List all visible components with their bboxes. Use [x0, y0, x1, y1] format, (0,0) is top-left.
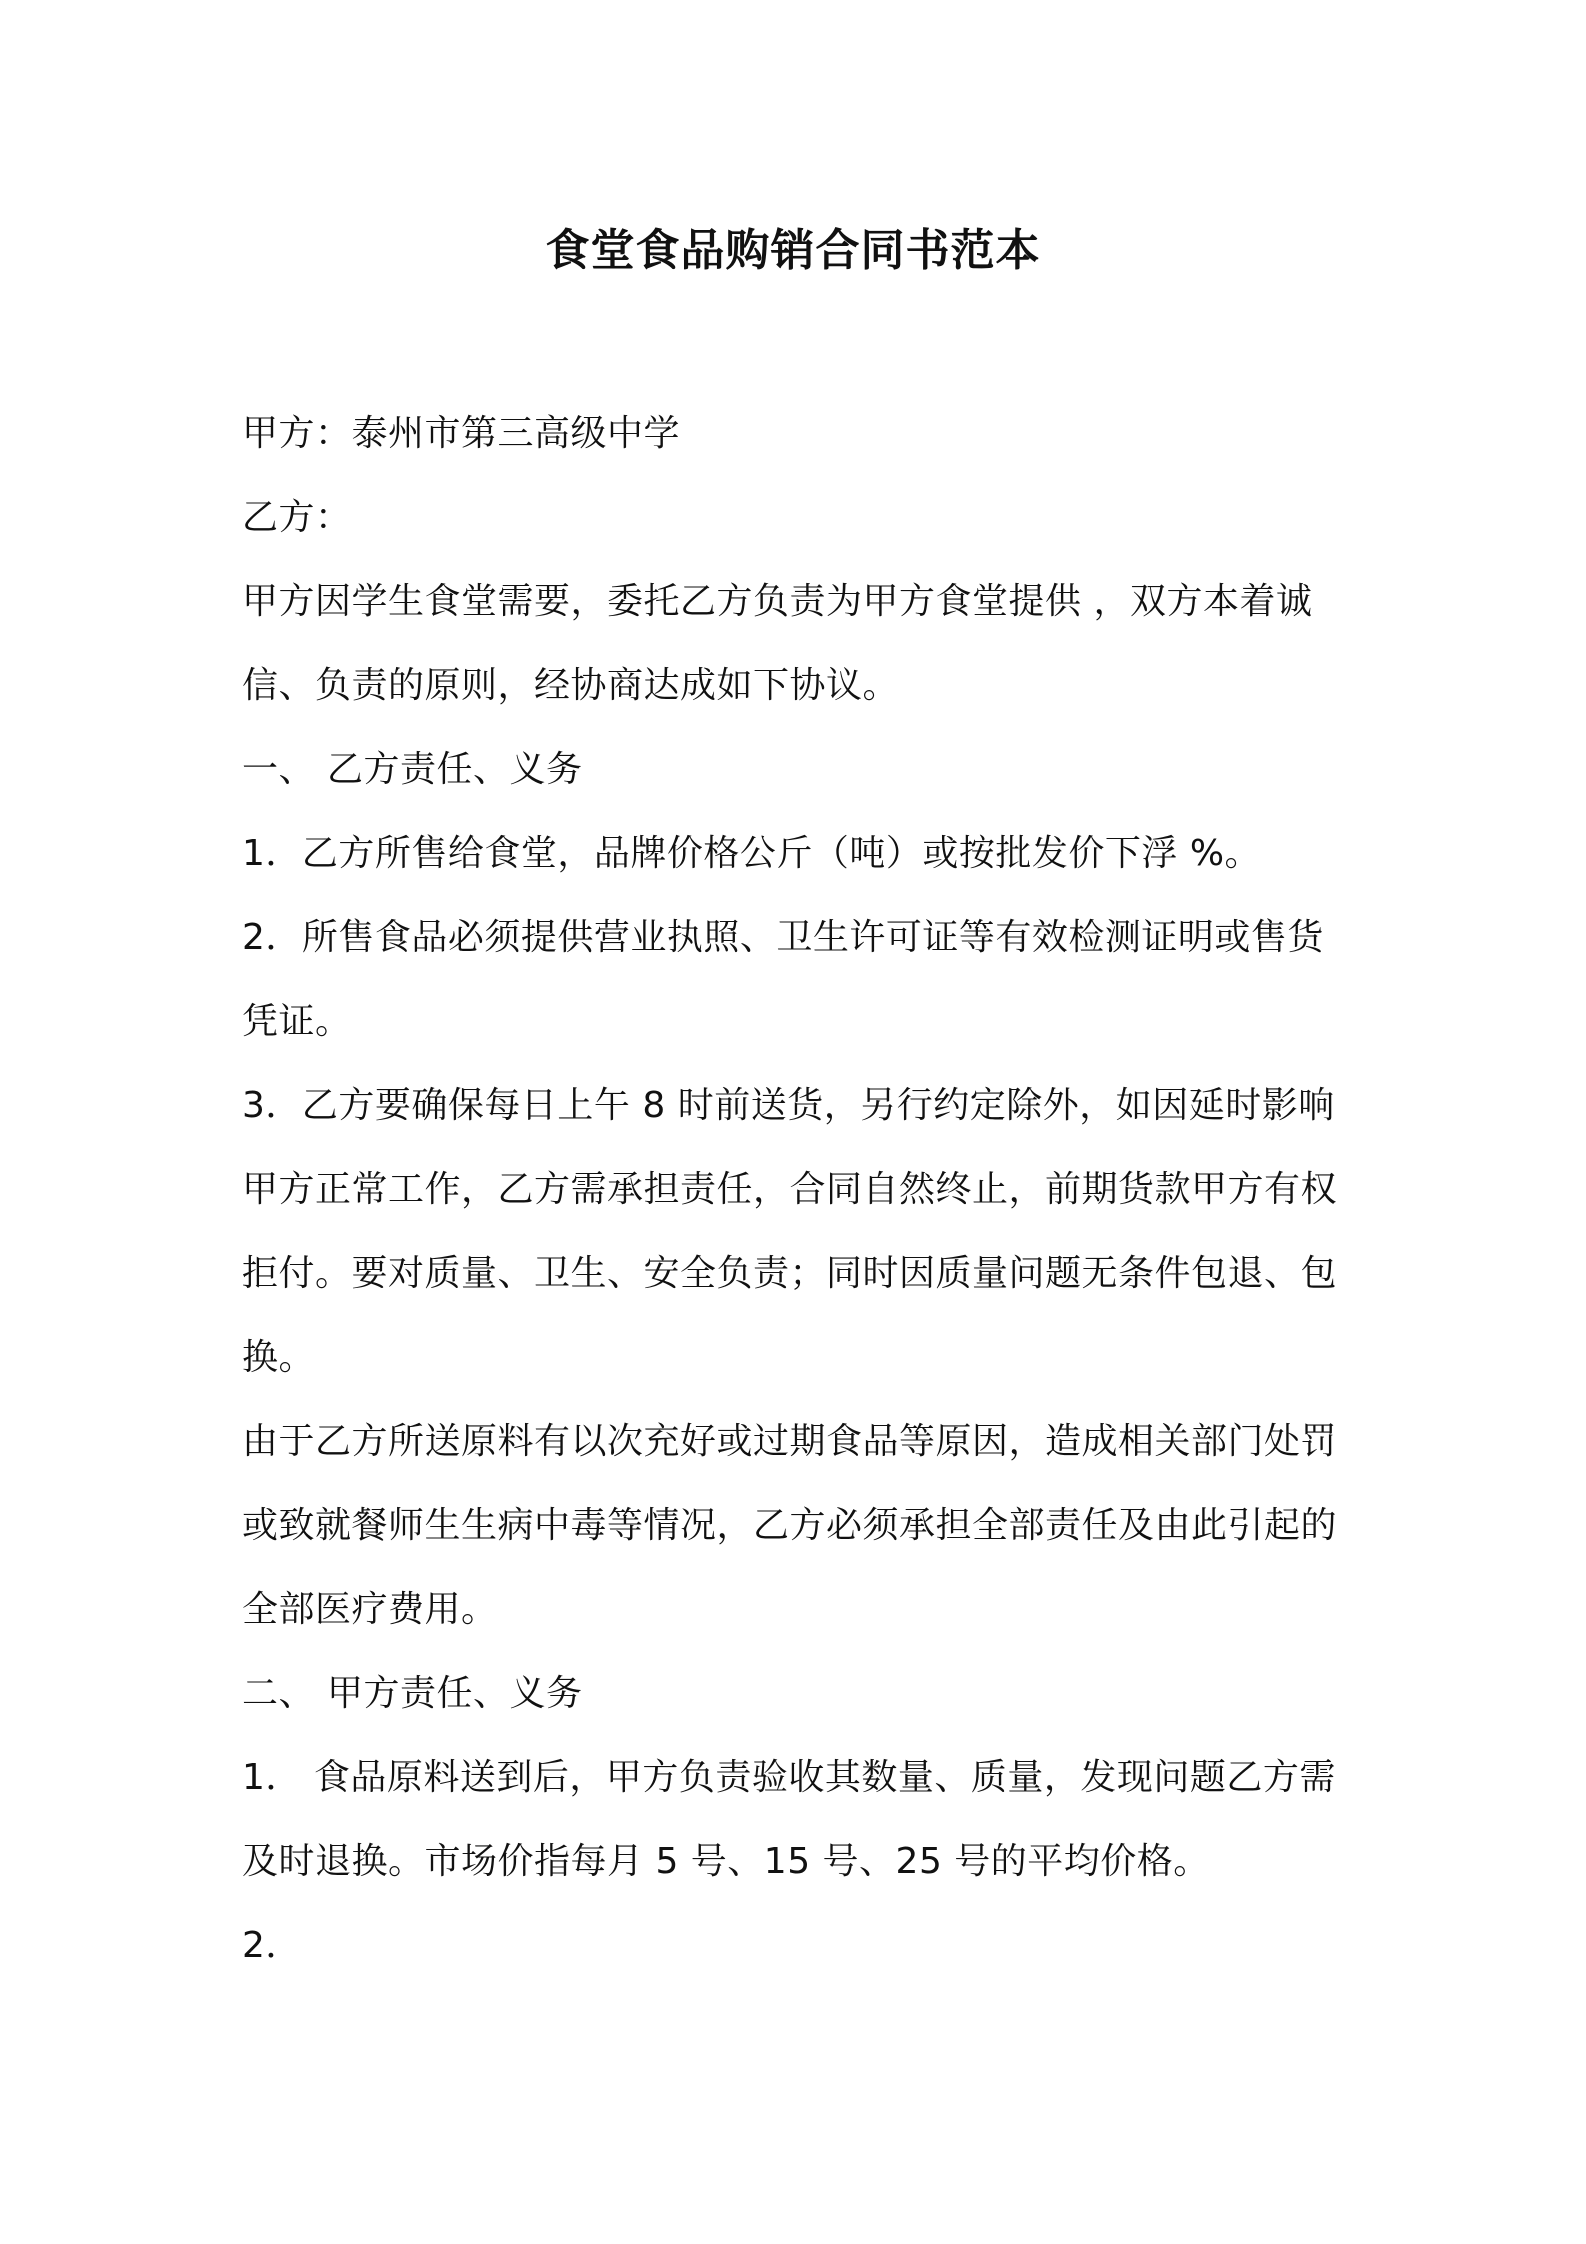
clause-line: 全部医疗费用。: [242, 1589, 498, 1630]
clause-line: 拒付。要对质量、卫生、安全负责；同时因质量问题无条件包退、包: [242, 1253, 1338, 1294]
party-b-line: 乙方：: [242, 497, 352, 538]
section-heading: 二、 甲方责任、义务: [242, 1673, 583, 1714]
clause-line: 由于乙方所送原料有以次充好或过期食品等原因，造成相关部门处罚: [242, 1421, 1338, 1462]
document-title: 食堂食品购销合同书范本: [545, 225, 1041, 276]
clause-line: 换。: [242, 1337, 316, 1378]
preamble-line: 信、负责的原则，经协商达成如下协议。: [242, 665, 900, 706]
clause-line: 1．乙方所售给食堂，品牌价格公斤（吨）或按批发价下浮 %。: [242, 833, 1262, 874]
preamble-line: 甲方因学生食堂需要，委托乙方负责为甲方食堂提供 ，双方本着诚: [242, 581, 1313, 622]
clause-line: 1． 食品原料送到后，甲方负责验收其数量、质量，发现问题乙方需: [242, 1757, 1336, 1798]
clause-line: 2．: [242, 1925, 302, 1966]
clause-line: 甲方正常工作，乙方需承担责任，合同自然终止，前期货款甲方有权: [242, 1169, 1338, 1210]
clause-line: 或致就餐师生生病中毒等情况，乙方必须承担全部责任及由此引起的: [242, 1505, 1338, 1546]
section-heading: 一、 乙方责任、义务: [242, 749, 583, 790]
party-a-line: 甲方：泰州市第三高级中学: [242, 413, 681, 454]
clause-line: 3．乙方要确保每日上午 8 时前送货，另行约定除外，如因延时影响: [242, 1085, 1335, 1126]
clause-line: 凭证。: [242, 1001, 352, 1042]
clause-line: 2．所售食品必须提供营业执照、卫生许可证等有效检测证明或售货: [242, 917, 1324, 958]
clause-line: 及时退换。市场价指每月 5 号、15 号、25 号的平均价格。: [242, 1841, 1210, 1882]
